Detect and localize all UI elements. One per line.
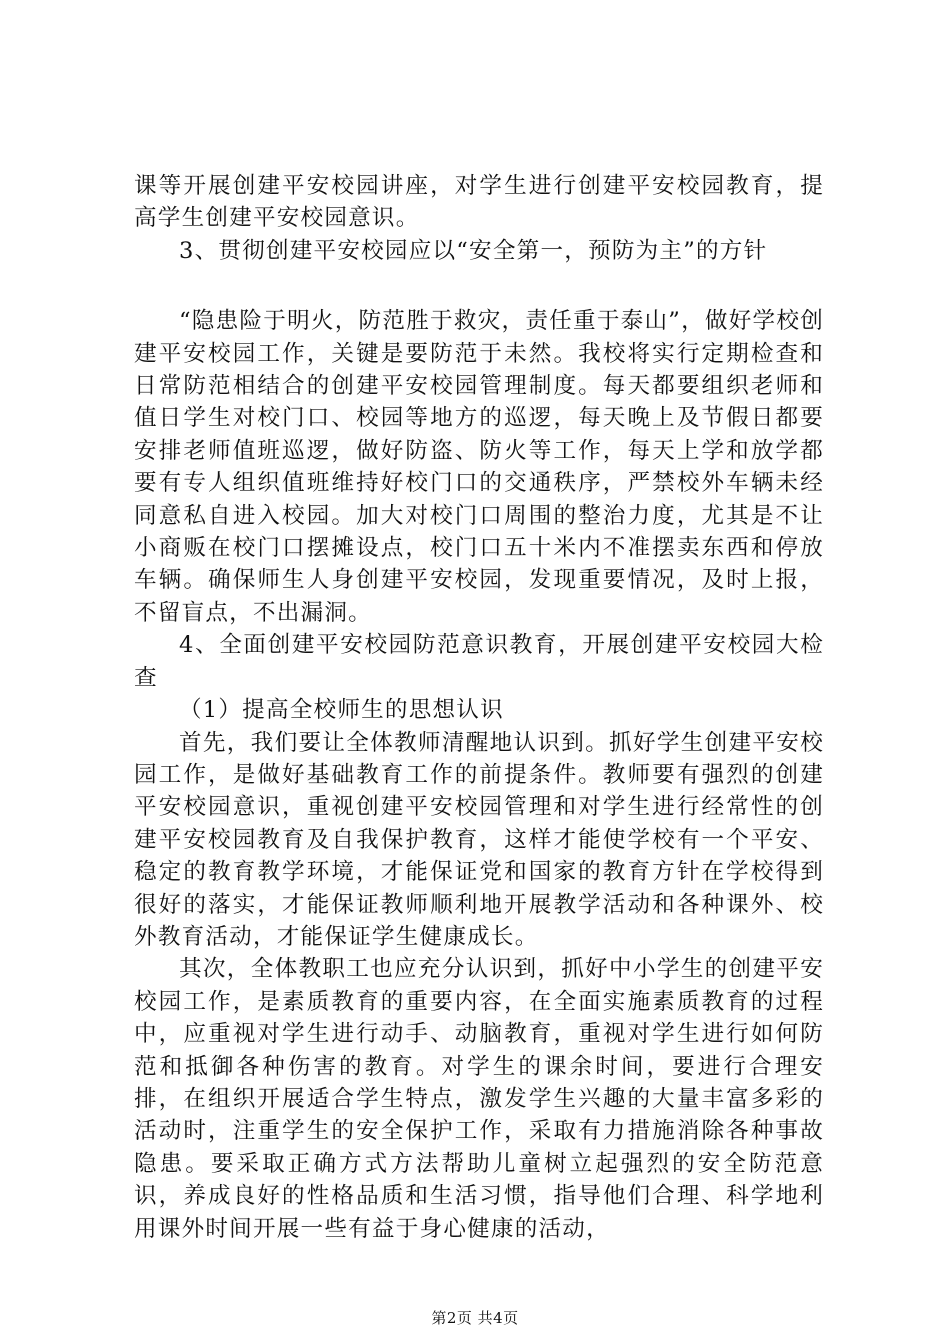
- paragraph-second: 其次，全体教职工也应充分认识到，抓好中小学生的创建平安校园工作，是素质教育的重要内容，在全面实施素质教育的过程中，应重视对学生进行动手、动脑教育，重视对学生进行如何防范和抵御各种伤害的教育。对学生的课余时间，要进行合理安排，在组织开展适合学生特点，激发学生兴趣的大量丰富多彩的活动时，注重学生的安全保护工作，采取有力措施消除各种事故隐患。要采取正确方式方法帮助儿童树立起强烈的安全防范意识，养成良好的性格品质和生活习惯，指导他们合理、科学地利用课外时间开展一些有益于身心健康的活动，: [134, 956, 824, 1242]
- paragraph-gap: [134, 267, 824, 305]
- paragraph-first: 首先，我们要让全体教师清醒地认识到。抓好学生创建平安校园工作，是做好基础教育工作的前提条件。教师要有强烈的创建平安校园意识，重视创建平安校园管理和对学生进行经常性的创建平安校园教育及自我保护教育，这样才能使学校有一个平安、稳定的教育教学环境，才能保证党和国家的教育方针在学校得到很好的落实，才能保证教师顺利地开展教学活动和各种课外、校外教育活动，才能保证学生健康成长。: [134, 729, 824, 950]
- paragraph-continuation: 课等开展创建平安校园讲座，对学生进行创建平安校园教育，提高学生创建平安校园意识。: [134, 173, 824, 232]
- paragraph-prevention: “隐患险于明火，防范胜于救灾，责任重于泰山”，做好学校创建平安校园工作，关键是要防范于未然。我校将实行定期检查和日常防范相结合的创建平安校园管理制度。每天都要组织老师和值日学生对校门口、校园等地方的巡逻，每天晚上及节假日都要安排老师值班巡逻，做好防盗、防火等工作，每天上学和放学都要有专人组织值班维持好校门口的交通秩序，严禁校外车辆未经同意私自进入校园。加大对校门口周围的整治力度，尤其是不让小商贩在校门口摆摊设点，校门口五十米内不准摆卖东西和停放车辆。确保师生人身创建平安校园，发现重要情况，及时上报，不留盲点，不出漏洞。: [134, 308, 824, 626]
- subsection-heading-1: （1）提高全校师生的思想认识: [179, 697, 504, 724]
- section-heading-4: 4、全面创建平安校园防范意识教育，开展创建平安校园大检查: [134, 632, 824, 691]
- document-body: [134, 170, 824, 1245]
- page-footer: 第2页 共4页: [431, 1309, 519, 1327]
- section-heading-3: 3、贯彻创建平安校园应以“安全第一，预防为主”的方针: [179, 237, 768, 264]
